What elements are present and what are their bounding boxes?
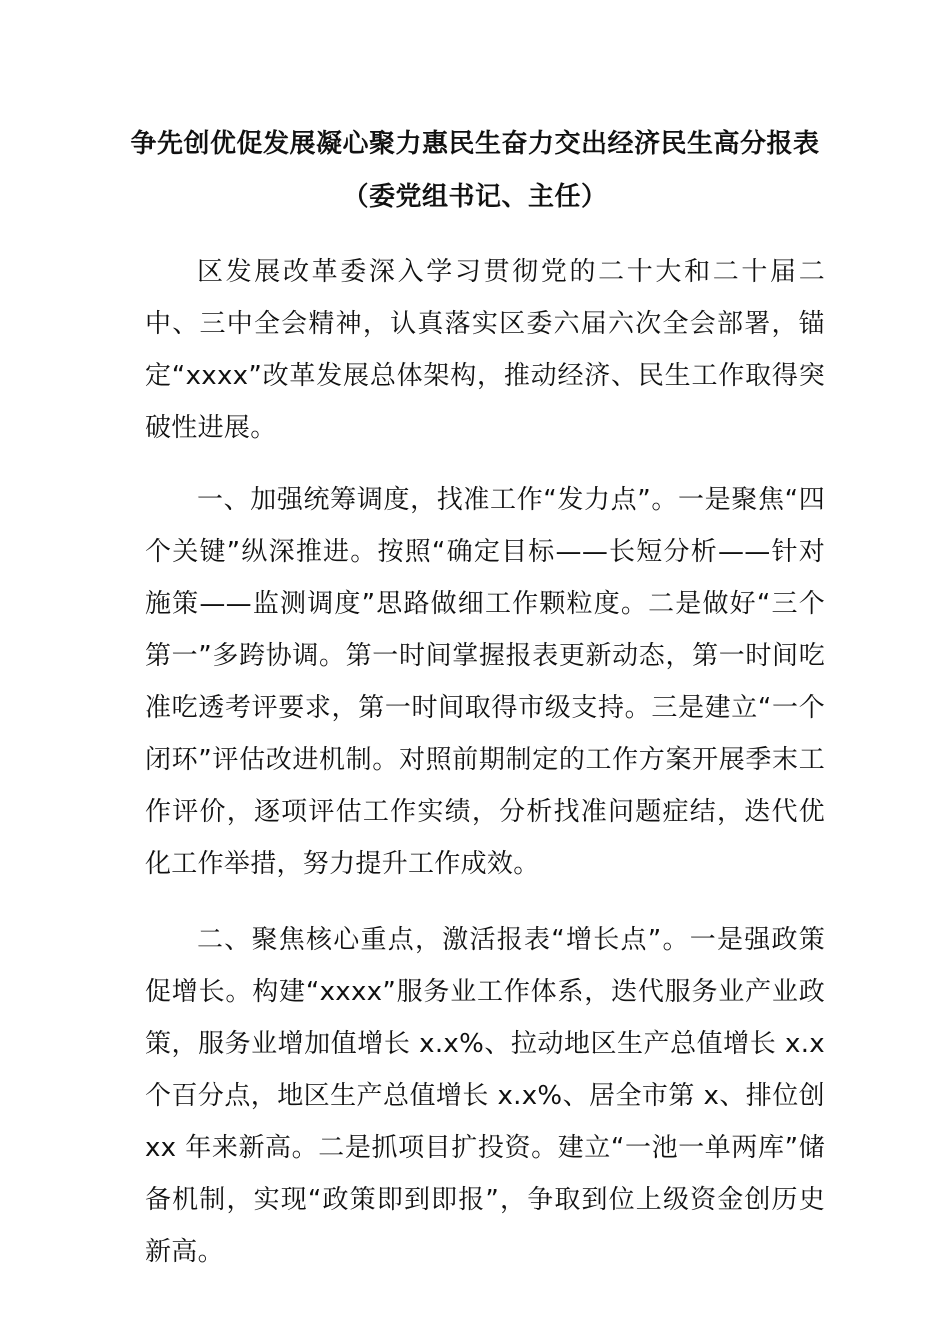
document-title: 争先创优促发展凝心聚力惠民生奋力交出经济民生高分报表（委党组书记、主任） (130, 129, 820, 212)
intro-paragraph: 区发展改革委深入学习贯彻党的二十大和二十届二中、三中全会精神，认真落实区委六届六次全会部署，锚定“xxxx”改革发展总体架构，推动经济、民生工作取得突破性进展。 (145, 257, 825, 443)
section-one-paragraph: 一、加强统筹调度，找准工作“发力点”。一是聚焦“四个关键”纵深推进。按照“确定目标——长短分析——针对施策——监测调度”思路做细工作颗粒度。二是做好“三个第一”多跨协调。第一时间掌握报表更新动态，第一时间吃准吃透考评要求，第一时间取得市级支持。三是建立“一个闭环”评估改进机制。对照前期制定的工作方案开展季末工作评价，逐项评估工作实绩，分析找准问题症结，迭代优化工作举措，努力提升工作成效。 (145, 485, 825, 879)
section-two-paragraph: 二、聚焦核心重点，激活报表“增长点”。一是强政策促增长。构建“xxxx”服务业工作体系，迭代服务业产业政策，服务业增加值增长 x.x%、拉动地区生产总值增长 x.x 个百分点，地区生产总值增长 x.x%、居全市第 x、排位创 xx 年来新高。二是抓项目扩投资。建立“一池一单两库”储备机制，实现“政策即到即报”，争取到位上级资金创历史新高。 (145, 925, 825, 1267)
